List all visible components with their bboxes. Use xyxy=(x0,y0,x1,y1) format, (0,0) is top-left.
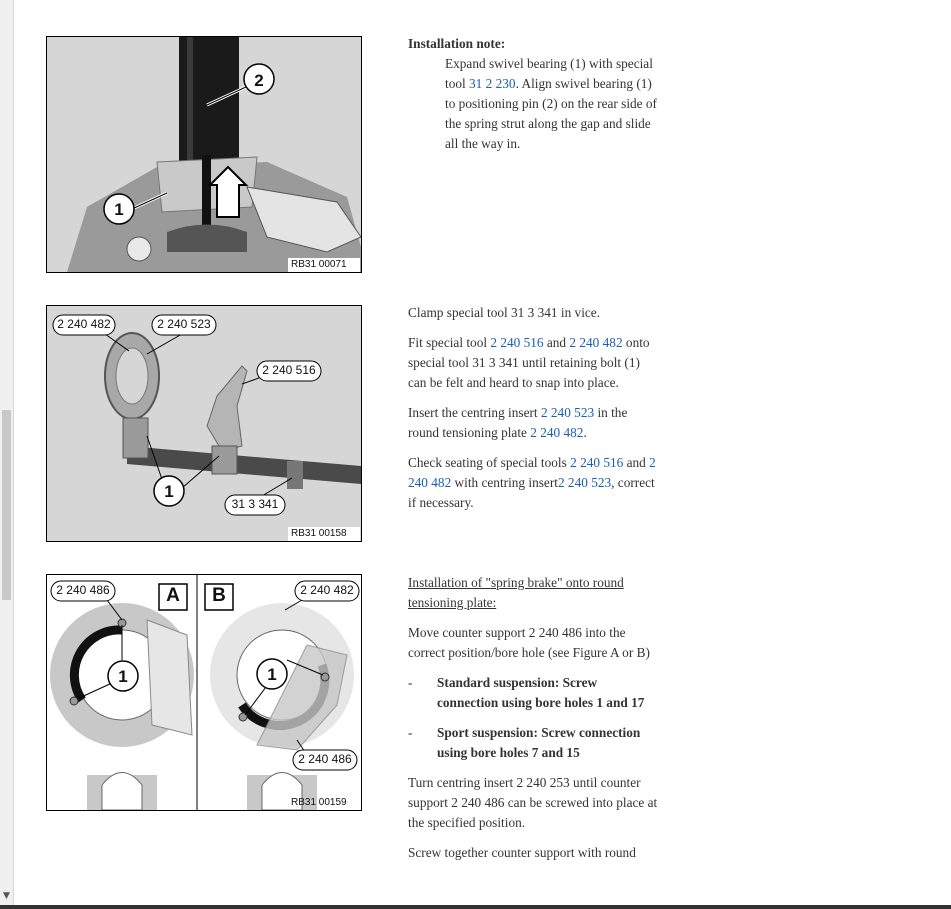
link-2-240-516[interactable]: 2 240 516 xyxy=(570,455,624,470)
figure-code: RB31 00159 xyxy=(291,797,347,808)
link-2-240-523[interactable]: 2 240 523 xyxy=(557,475,612,490)
figure-special-tool-illustration xyxy=(47,306,361,541)
spring-brake-section xyxy=(408,573,658,873)
figure-code: RB31 00071 xyxy=(291,259,347,270)
installation-note-body: Expand swivel bearing (1) with special tool 31 2 230. Align swivel bearing (1) to positioning pin (2) on the rear side of the spring strut along the gap and slide all the way in. xyxy=(445,56,657,151)
installation-note-section xyxy=(408,34,658,154)
panel-label-b: B xyxy=(212,585,226,606)
step-move-counter-support: Move counter support 2 240 486 into the correct position/bore hole (see Figure A or B) xyxy=(408,625,650,660)
figure-counter-support-positions xyxy=(46,574,362,811)
link-2-240-482[interactable]: 2 240 482 xyxy=(408,455,656,490)
installation-note-heading: Installation note: xyxy=(408,36,506,51)
step-clamp: Clamp special tool 31 3 341 in vice. xyxy=(408,305,601,320)
step-insert-centring: Insert the centring insert 2 240 523 in the round tensioning plate 2 240 482. xyxy=(408,405,628,440)
callout-1-label: 1 xyxy=(164,482,174,501)
callout-31-3-341: 31 3 341 xyxy=(231,497,279,511)
figure-swivel-bearing-illustration xyxy=(47,37,361,272)
figure-code: RB31 00158 xyxy=(291,528,347,539)
callout-2-240-516: 2 240 516 xyxy=(262,363,316,377)
step-turn-centring: Turn centring insert 2 240 253 until counter support 2 240 486 can be screwed into place at the specified position. xyxy=(408,775,658,830)
list-item: - Standard suspension: Screw connection using bore holes 1 and 17 xyxy=(408,675,645,710)
scrollbar-thumb[interactable] xyxy=(2,410,11,600)
bottom-edge xyxy=(0,905,951,909)
figure-swivel-bearing xyxy=(46,36,362,273)
callout-2-240-482: 2 240 482 xyxy=(300,583,354,597)
callout-2-label: 2 xyxy=(254,71,264,90)
link-2-240-516[interactable]: 2 240 516 xyxy=(490,335,544,350)
panel-label-a: A xyxy=(166,585,180,606)
step-screw-together: Screw together counter support with round xyxy=(408,845,636,860)
link-2-240-523[interactable]: 2 240 523 xyxy=(540,405,595,420)
link-31-2-230[interactable]: 31 2 230 xyxy=(469,76,516,91)
callout-1-a: 1 xyxy=(118,667,128,686)
vertical-scrollbar[interactable] xyxy=(0,0,14,909)
list-item: - Sport suspension: Screw connection using bore holes 7 and 15 xyxy=(408,725,641,760)
scroll-down-arrow-icon[interactable]: ▼ xyxy=(3,891,10,901)
figure-special-tool-assembly xyxy=(46,305,362,542)
clamp-tool-section xyxy=(408,303,658,523)
callout-1-label: 1 xyxy=(114,200,124,219)
step-check-seating: Check seating of special tools 2 240 516 and 2 240 482 with centring insert2 240 523, correct if necessary. xyxy=(408,455,656,510)
callout-1-b: 1 xyxy=(267,665,277,684)
link-2-240-482[interactable]: 2 240 482 xyxy=(530,425,584,440)
spring-brake-heading: Installation of "spring brake" onto round tensioning plate: xyxy=(408,575,624,610)
callout-2-240-482: 2 240 482 xyxy=(57,317,111,331)
callout-2-240-523: 2 240 523 xyxy=(157,317,211,331)
step-fit-tool: Fit special tool 2 240 516 and 2 240 482 onto special tool 31 3 341 until retaining bolt (1) can be felt and heard to snap into place. xyxy=(408,335,650,390)
callout-2-240-486-a: 2 240 486 xyxy=(56,583,110,597)
link-2-240-482[interactable]: 2 240 482 xyxy=(569,335,623,350)
callout-2-240-486-b: 2 240 486 xyxy=(298,752,352,766)
figure-counter-support-illustration xyxy=(47,575,361,810)
